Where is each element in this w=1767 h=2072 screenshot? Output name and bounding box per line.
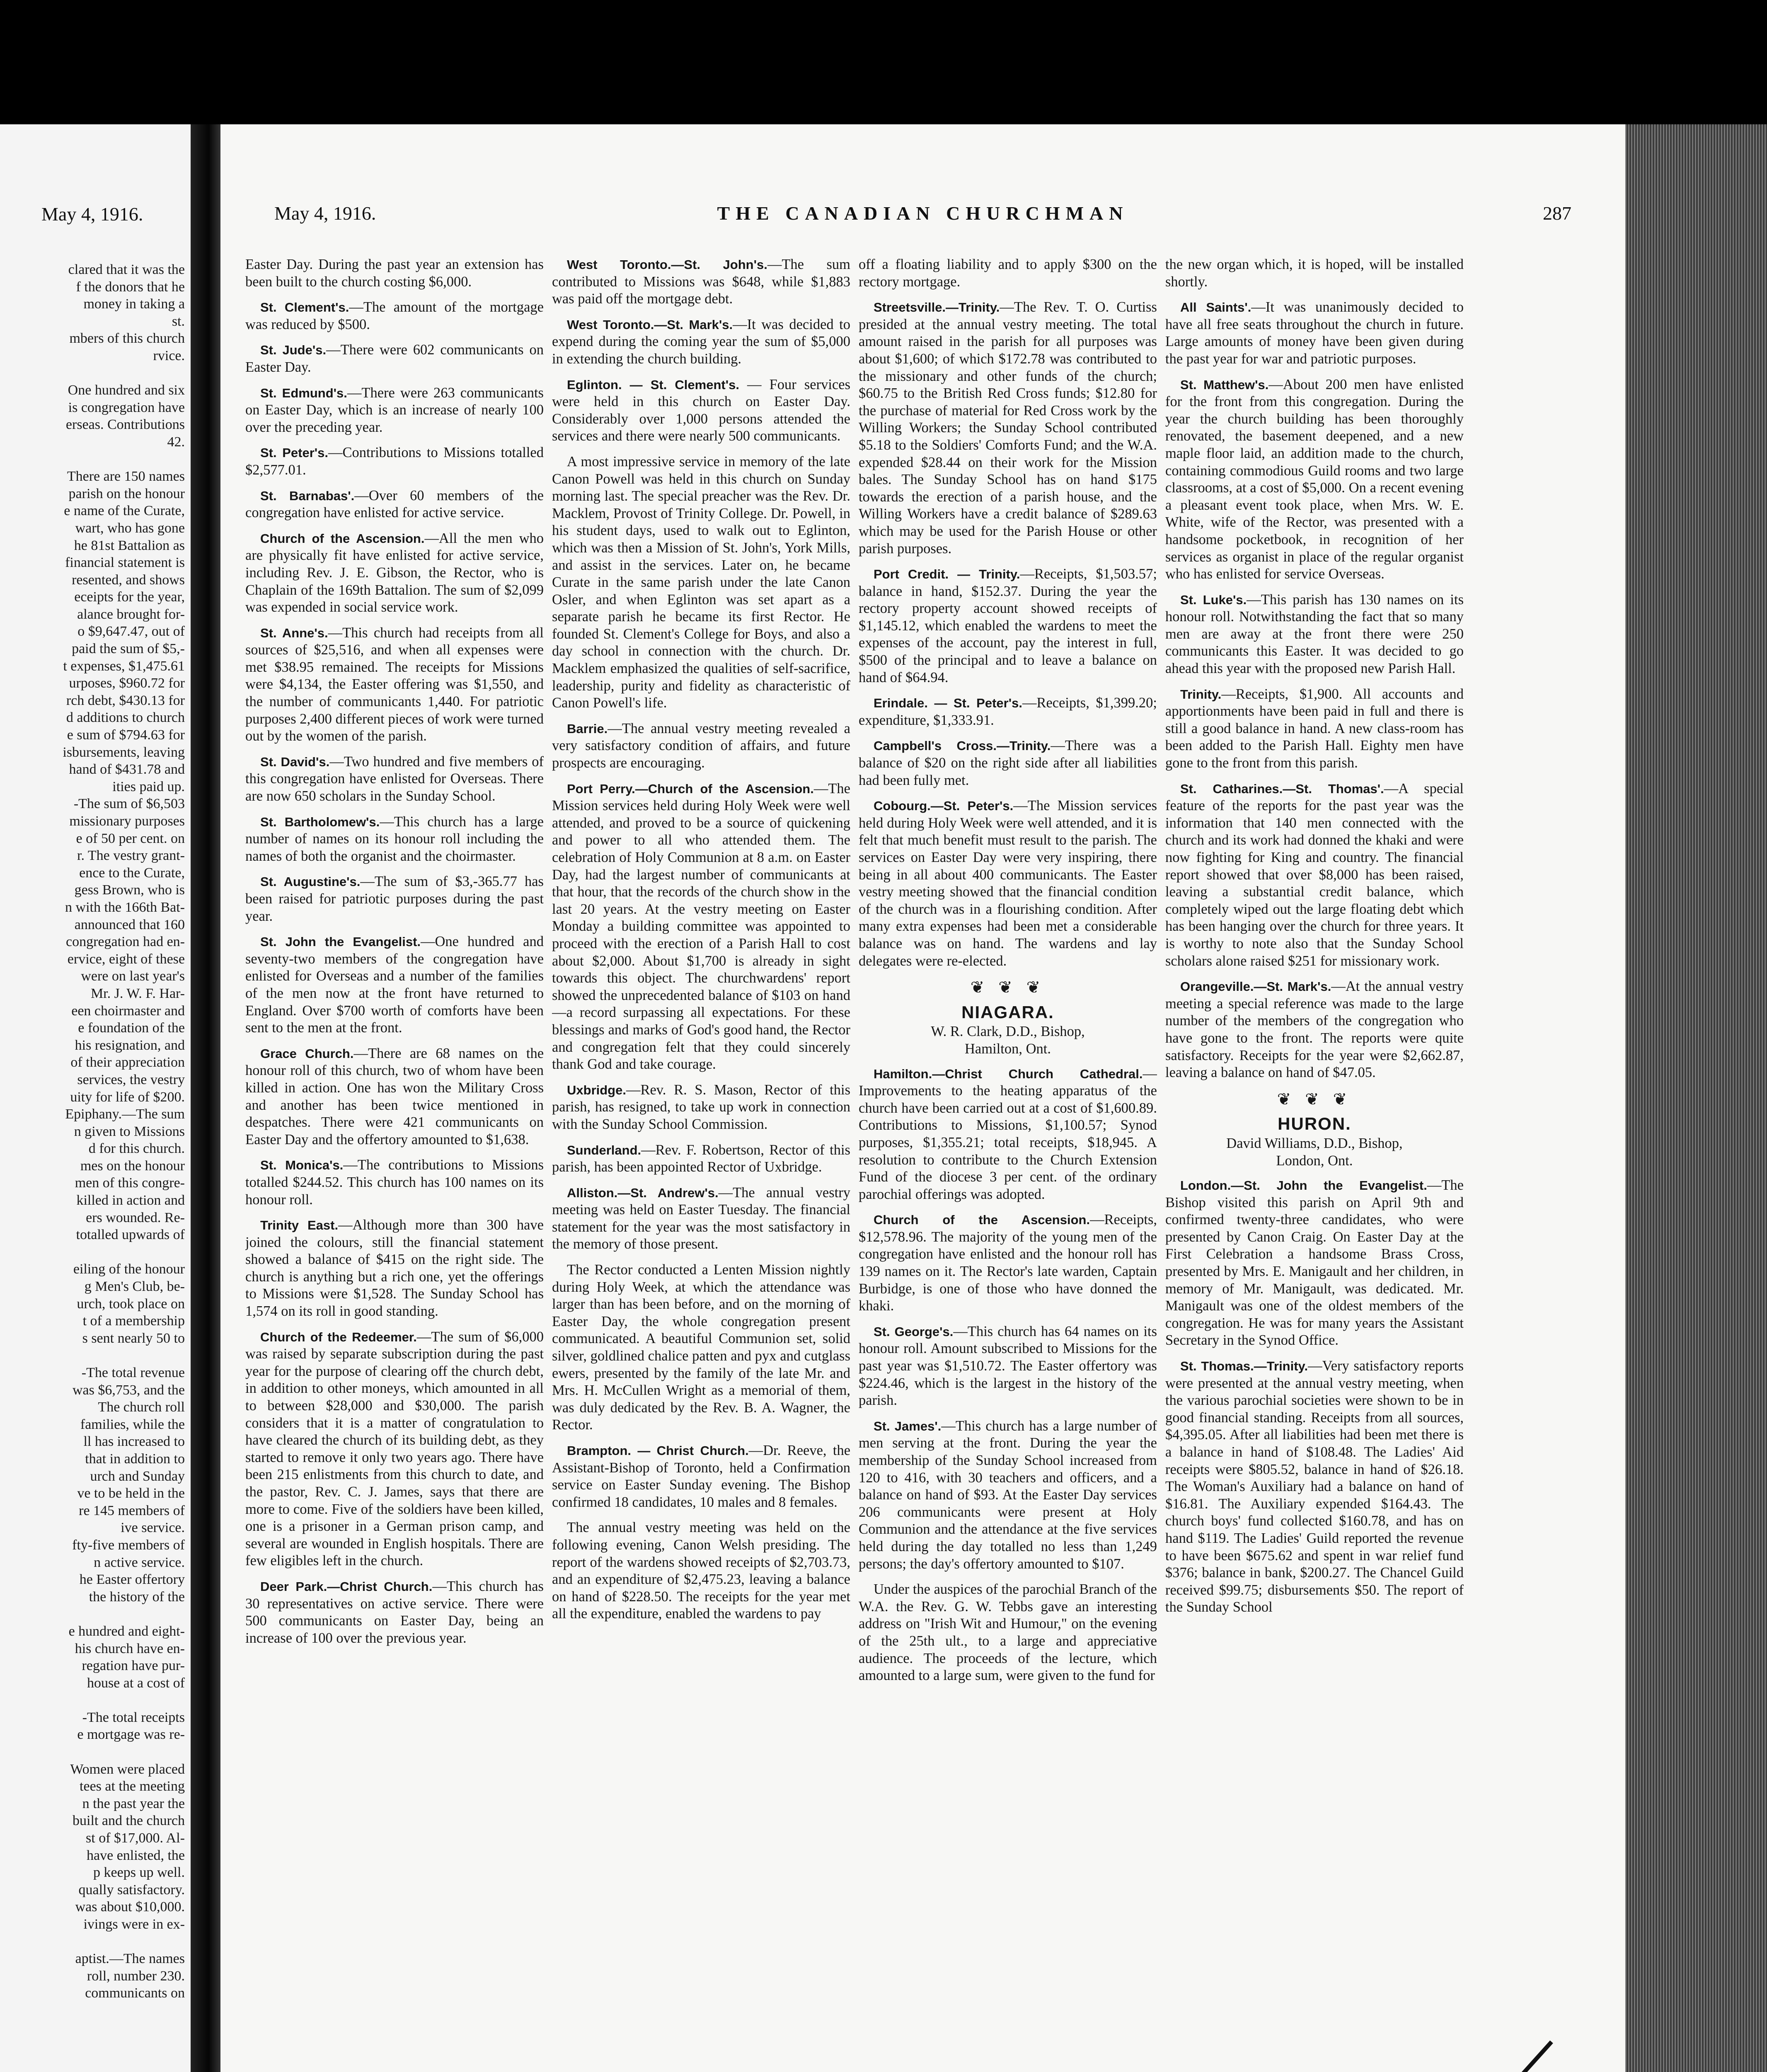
left-fragment-line: erseas. Contributions: [65, 417, 185, 433]
left-fragment-line: tees at the meeting: [80, 1779, 185, 1794]
report-text: A most impressive service in memory of the late Canon Powell was held in this church on Sunday morning last. The special preacher was the Rev. Dr. Macklem, Provost of Trinity College. Dr. Powell, in his student days, used to walk out to Eglinton, which was then a Mission of St. John's, York Mills, and assist in the services. Later on, he became Curate in the same parish under the late Canon Osler, and when Eglinton was set apart as a separate parish he became its first Rector. He founded St. Clement's College for Boys, and also a day school in connection with the church. Dr. Macklem emphasized the qualities of self-sacrifice, leadership, purity and fidelity as characteristic of Canon Powell's life.: [552, 453, 850, 711]
running-header: [220, 202, 1625, 231]
left-fragment-line: isbursements, leaving: [63, 744, 185, 760]
parish-report: [1165, 376, 1464, 583]
left-fragment-line: e foundation of the: [78, 1020, 185, 1036]
left-fragment-line: qually satisfactory.: [78, 1882, 185, 1898]
parish-report: [245, 1045, 544, 1149]
left-fragment-line: clared that it was the: [68, 262, 185, 277]
report-text: —One hundred and seventy-two members of the congregation have enlisted for Overseas and a number of the families of the men now at the front have returned to England. Over $700 worth of comforts have been sent to the men at the front.: [245, 934, 544, 1036]
report-text: —Receipts, $12,578.96. The majority of the young men of the congregation have enlisted and the honour roll has 139 names on it. The Rector's late warden, Captain Burbidge, is one of those who have donned the khaki.: [859, 1212, 1157, 1314]
parish-heading: St. George's.: [874, 1324, 954, 1339]
report-text: —Receipts, $1,900. All accounts and apportionments have been paid in full and there is still a good balance in hand. A new class-room has been added to the Parish Hall. Eighty men have gone to the front from this parish.: [1165, 686, 1464, 771]
report-text: —At the annual vestry meeting a special reference was made to the large number of the members of the congregation who have gone to the front. The reports were quite satisfactory. Receipts for the year were $2,662.87, leaving a balance on hand of $47.05.: [1165, 978, 1464, 1081]
left-fragment-line: [0, 451, 191, 468]
left-fragment-line: uity for life of $200.: [70, 1089, 185, 1105]
left-fragment-line: t of a membership: [82, 1313, 185, 1329]
left-fragment-line: t expenses, $1,475.61: [63, 658, 185, 674]
report-text: —Very satisfactory reports were presented at the annual vestry meeting, when the various parochial societies were shown to be in good financial standing. Receipts from all sources, $4,395.05. After all liabilities had been met there is a balance in hand of $108.48. The Ladies' Aid receipts were $805.52, balance in hand of $26.18. The Woman's Auxiliary had a balance on hand of $16.81. The Auxiliary expended $164.43. The church boys' fund collected $160.78, and has on hand $119. The Ladies' Guild reported the revenue to have been $675.62 and spent in war relief fund $376; balance in bank, $200.27. The Chancel Guild received $99.75; disbursements $50. The report of the Sunday School: [1165, 1358, 1464, 1615]
left-fragment-line: e of 50 per cent. on: [76, 830, 185, 846]
left-fragment-line: his resignation, and: [75, 1037, 185, 1053]
report-text: —The sum contributed to Missions was $648, while $1,883 was paid off the mortgage debt.: [552, 257, 850, 307]
report-text: —A special feature of the reports for the past year was the information that 140 men connected with the church and its work had donned the khaki and were now fighting for King and country. The financial report showed that over $8,000 has been raised, leaving a substantial credit balance, which completely wiped out the large floating debt which has been hanging over the church for three years. It is worthy to note also that the Sunday School scholars alone raised $251 for missionary work.: [1165, 780, 1464, 969]
parish-report: [245, 487, 544, 522]
left-fragment-line: Mr. J. W. F. Har-: [90, 985, 185, 1001]
report-text: The annual vestry meeting was held on the following evening, Canon Welsh presiding. The report of the wardens showed receipts of $2,703.73, and an expenditure of $2,475.23, leaving a balance on hand of $228.50. The receipts for the year met all the expenditure, enabled the wardens to pay: [552, 1520, 850, 1622]
left-fragment-line: ervice, eight of these: [67, 951, 185, 967]
left-fragment-line: There are 150 names: [67, 469, 185, 484]
parish-heading: St. Barnabas'.: [260, 488, 355, 503]
left-fragment-line: missionary purposes: [69, 813, 185, 829]
left-fragment-line: were on last year's: [81, 968, 185, 984]
parish-heading: St. Thomas.—Trinity.: [1180, 1359, 1308, 1374]
parish-report: [859, 1065, 1157, 1203]
left-fragment-line: [0, 1347, 191, 1364]
report-text: —The sum of $6,000 was raised by separate subscription during the past year for the purpose of clearing off the church debt, in addition to other moneys, which amounted in all to between $28,000 and $30,000. The parish considers that it is a matter of congratulation to have cleared the church of its building debt, as they started to remove it only two years ago. There have been 215 enlistments from this church to date, and the pastor, Rev. C. J. James, says that there are more to come. Five of the soldiers have been killed, one is a prisoner in a German prison camp, and several are wounded in English hospitals. There are few eligibles left in the church.: [245, 1329, 544, 1569]
left-fragment-line: e hundred and eight-: [68, 1623, 185, 1639]
parish-report: [245, 625, 544, 745]
parish-report: [859, 737, 1157, 789]
left-fragment-line: [0, 1933, 191, 1951]
report-text: —Over 60 members of the congregation have enlisted for active service.: [245, 487, 544, 521]
left-fragment-line: aptist.—The names: [75, 1951, 185, 1967]
left-fragment-line: mes on the honour: [80, 1158, 185, 1174]
report-text: —Improvements to the heating apparatus of the church have been carried out at a cost of $1,600.89. Contributions to Missions, $1,100.57; Synod purposes, $1,355.21; total receipts, $18,945. A resolution to contribute to the Church Extension Fund of the diocese 3 per cent. of the ordinary parochial offerings was adopted.: [859, 1065, 1157, 1202]
parish-report: [552, 1442, 850, 1511]
bishop-line: David Williams, D.D., Bishop, London, Ont.: [1226, 1135, 1403, 1169]
parish-heading: St. Monica's.: [260, 1158, 344, 1173]
left-fragment-line: the history of the: [89, 1589, 185, 1605]
parish-heading: Church of the Redeemer.: [260, 1329, 417, 1344]
book-gutter: [191, 124, 220, 2072]
report-text: —Two hundred and five members of this congregation have enlisted for Overseas. There are now 650 scholars in the Sunday School.: [245, 753, 544, 804]
parish-heading: St. David's.: [260, 754, 330, 769]
column-2: [552, 256, 850, 2072]
left-page-text: [0, 261, 191, 2002]
parish-heading: Barrie.: [567, 721, 608, 736]
left-fragment-line: urposes, $960.72 for: [69, 675, 185, 691]
left-fragment-line: fty-five members of: [72, 1537, 185, 1553]
left-page-header: May 4, 1916.: [41, 203, 143, 225]
left-fragment-line: he Easter offertory: [79, 1572, 185, 1588]
header-title: THE CANADIAN CHURCHMAN: [717, 203, 1129, 224]
left-fragment-line: n with the 166th Bat-: [65, 899, 185, 915]
report-text: — Four services were held in this church on Easter Day. Considerably over 1,000 persons attended the services and there were nearly 500 communicants.: [552, 376, 850, 444]
parish-report: [245, 256, 544, 290]
report-text: —It was unanimously decided to have all free seats throughout the church in future. Large amounts of money have been given during the past year for war and patriotic purposes.: [1165, 299, 1464, 367]
parish-report: [245, 1157, 544, 1208]
report-text: —Contributions to Missions totalled $2,577.01.: [245, 445, 544, 478]
left-fragment-line: ivings were in ex-: [83, 1917, 185, 1932]
report-text: —There were 602 communicants on Easter Day.: [245, 342, 544, 375]
left-fragment-line: roll, number 230.: [87, 1968, 185, 1984]
parish-report: [245, 444, 544, 479]
parish-report: [859, 1211, 1157, 1315]
left-fragment-line: congregation had en-: [66, 934, 185, 950]
left-fragment-line: [0, 1743, 191, 1761]
parish-report: [245, 385, 544, 436]
parish-heading: St. Anne's.: [260, 625, 328, 640]
left-fragment-line: [0, 1244, 191, 1261]
parish-report: [245, 299, 544, 333]
parish-report: [552, 720, 850, 772]
parish-report: [245, 753, 544, 805]
left-fragment-line: communicants on: [85, 1985, 185, 2001]
left-fragment-line: eceipts for the year,: [74, 589, 185, 605]
left-fragment-line: e name of the Curate,: [64, 503, 185, 519]
report-text: —Receipts, $1,399.20; expenditure, $1,333.91.: [859, 695, 1157, 728]
parish-heading: Trinity East.: [260, 1218, 339, 1233]
left-fragment-line: -The sum of $6,503: [73, 796, 185, 812]
parish-report: [245, 530, 544, 616]
newspaper-page: [220, 124, 1625, 2072]
parish-heading: Eglinton. — St. Clement's.: [567, 377, 739, 392]
report-text: —This church has 30 representatives on active service. There were 500 communicants on Easter Day, being an increase of 100 over the previous year.: [245, 1578, 544, 1646]
report-text: —The amount of the mortgage was reduced by $500.: [245, 299, 544, 332]
left-fragment-line: have enlisted, the: [87, 1847, 185, 1863]
left-fragment-line: ence to the Curate,: [79, 865, 185, 881]
left-fragment-line: n given to Missions: [74, 1123, 185, 1139]
parish-report: [552, 780, 850, 1073]
parish-heading: West Toronto.—St. John's.: [567, 257, 767, 272]
parish-heading: St. Clement's.: [260, 300, 349, 315]
left-page-fragment: [0, 124, 191, 2072]
left-fragment-line: was $6,753, and the: [72, 1382, 185, 1398]
report-text: —The Mission services held during Holy Week were well attended, and proved to be a source of quickening and power to all who attended them. The celebration of Holy Communion at 8 a.m. on Easter Day, had the largest number of communicants at that hour, that the records of the church show in the last 20 years. At the vestry meeting on Easter Monday a building committee was appointed to proceed with the erection of a Parish Hall to cost about $2,000. About $1,700 is already in sight towards this object. The churchwardens' report showed the unprecedented balance of $103 on hand—a record surpassing all expectations. For these blessings and marks of God's good hand, the Rector and congregation felt that they could sincerely thank God and take courage.: [552, 780, 850, 1072]
parish-report: [1165, 1358, 1464, 1616]
left-fragment-line: mbers of this church: [69, 331, 185, 346]
left-fragment-line: gess Brown, who is: [74, 882, 185, 898]
report-text: The Rector conducted a Lenten Mission nightly during Holy Week, at which the attendance was larger than has been before, and on the morning of Easter Day, the whole congregation present communicated. A beautiful Communion set, solid silver, goldlined chalice patten and pyx and cutglass ewers, presented by the family of the late Mr. and Mrs. H. McCullen Wright as a memorial of them, was duly dedicated by the Rev. B. A. Wagner, the Rector.: [552, 1262, 850, 1433]
report-text: —The annual vestry meeting revealed a very satisfactory condition of affairs, and future prospects are encouraging.: [552, 720, 850, 771]
parish-report: [245, 341, 544, 376]
parish-heading: Sunderland.: [567, 1143, 641, 1157]
left-fragment-line: 42.: [167, 434, 185, 450]
report-text: —There were 263 communicants on Easter Day, which is an increase of nearly 100 over the preceding year.: [245, 385, 544, 435]
parish-report: [552, 1261, 850, 1434]
parish-heading: St. Edmund's.: [260, 385, 347, 400]
left-fragment-line: eiling of the honour: [73, 1261, 185, 1277]
left-fragment-line: paid the sum of $5,-: [72, 641, 185, 657]
left-fragment-line: n the past year the: [82, 1796, 185, 1811]
left-fragment-line: urch, took place on: [77, 1296, 185, 1312]
left-fragment-line: parish on the honour: [68, 486, 185, 501]
report-text: Easter Day. During the past year an extension has been built to the church costing $6,000.: [245, 257, 544, 290]
parish-heading: Orangeville.—St. Mark's.: [1180, 979, 1331, 994]
parish-heading: St. Peter's.: [260, 445, 328, 460]
parish-heading: Church of the Ascension.: [874, 1213, 1090, 1227]
left-fragment-line: st of $17,000. Al-: [86, 1830, 185, 1846]
report-text: Under the auspices of the parochial Branch of the W.A. the Rev. G. W. Tebbs gave an interesting address on "Irish Wit and Humour," on the evening of the 25th ult., to a large and appreciative audience. The proceeds of the lecture, which amounted to a large sum, were given to the fund for: [859, 1581, 1157, 1684]
parish-report: [859, 797, 1157, 970]
report-text: —Although more than 300 have joined the colours, still the financial statement showed a balance of $415 on the right side. The church is anything but a rich one, yet the offerings to Missions were $1,528. The Sunday School has 1,574 on its roll in good standing.: [245, 1217, 544, 1319]
left-fragment-line: his church have en-: [75, 1641, 185, 1656]
left-fragment-line: g Men's Club, be-: [84, 1279, 185, 1295]
parish-heading: Cobourg.—St. Peter's.: [874, 799, 1014, 813]
column-4: [1165, 256, 1464, 2072]
report-text: —About 200 men have enlisted for the front from this congregation. During the year the church building has been thoroughly renovated, the basement deepened, and a new maple floor laid, an addition made to the church, containing commodious Guild rooms and two large classrooms, at a cost of $5,000. On a recent evening a pleasant event took place, when Mrs. W. E. White, wife of the Rector, was presented with a handsome pocketbook, in recognition of her services as organist in place of the regular organist who has enlisted for service Overseas.: [1165, 376, 1464, 582]
parish-heading: St. Bartholomew's.: [260, 814, 380, 829]
parish-report: [245, 1578, 544, 1647]
parish-heading: St. Matthew's.: [1180, 377, 1269, 392]
parish-report: [1165, 299, 1464, 368]
parish-heading: Hamilton.—Christ Church Cathedral.: [874, 1066, 1143, 1081]
page-stack-edge: [1625, 124, 1767, 2072]
left-fragment-line: Epiphany.—The sum: [65, 1106, 185, 1122]
left-fragment-line: [0, 1605, 191, 1623]
left-fragment-line: money in taking a: [83, 296, 185, 312]
parish-report: [859, 695, 1157, 729]
left-fragment-line: n active service.: [94, 1554, 185, 1570]
parish-report: [1165, 1177, 1464, 1349]
report-text: —The Rev. T. O. Curtiss presided at the annual vestry meeting. The total amount raised in the parish for all purposes was about $1,600; of which $172.78 was contributed to the missionary and other funds of the church; $60.75 to the British Red Cross funds; $12.80 for the purchase of material for Red Cross work by the Willing Workers; the Sunday School contributed $5.18 to the Soldiers' Comforts Fund; and the W.A. expended $28.44 on their work for the Mission bales. The Sunday School has on hand $175 towards the erection of a parish house, and the Willing Workers have a credit balance of $289.63 which may be used for the Parish House or other parish purposes.: [859, 299, 1157, 557]
report-text: —This church had receipts from all sources of $25,516, and when all expenses were met $38.95 remained. The receipts for Missions were $4,134, the Easter offering was $1,550, and the number of communicants 1,440. For patriotic purposes 2,400 different pieces of work were turned out by the women of the parish.: [245, 625, 544, 744]
diocese-heading: HURON.: [1278, 1114, 1351, 1134]
parish-heading: Uxbridge.: [567, 1082, 626, 1097]
report-text: —The Mission services held during Holy Week were well attended, and it is felt that much benefit must result to the parish. The services on Easter Day were very inspiring, there being in all about 400 communicants. The Easter vestry meeting showed that the financial condition of the church was in a flourishing condition. After many extra expenses had been met a considerable balance was on hand. The wardens and lay delegates were re-elected.: [859, 798, 1157, 969]
left-fragment-line: that in addition to: [85, 1451, 185, 1467]
parish-report: [1165, 780, 1464, 970]
report-text: —This parish has 130 names on its honour roll. Notwithstanding the fact that so many men are away at the front there were 250 communicants this Easter. It was decided to go ahead this year with the proposed new Parish Hall.: [1165, 591, 1464, 677]
left-fragment-line: ive service.: [121, 1520, 185, 1536]
report-text: —There are 68 names on the honour roll of this church, two of whom have been killed in action. One has won the Military Cross and another has been twice mentioned in despatches. There were 421 communicants on Easter Day and the offertory amounted to $1,638.: [245, 1045, 544, 1147]
parish-report: [552, 376, 850, 445]
left-fragment-line: f the donors that he: [76, 279, 185, 295]
report-text: —Dr. Reeve, the Assistant-Bishop of Toronto, held a Confirmation service on Easter Sunday evening. The Bishop confirmed 18 candidates, 10 males and 8 females.: [552, 1443, 850, 1510]
left-fragment-line: e mortgage was re-: [77, 1727, 185, 1743]
parish-report: [552, 256, 850, 308]
parish-heading: Port Credit. — Trinity.: [874, 567, 1020, 582]
left-fragment-line: p keeps up well.: [93, 1865, 185, 1881]
left-fragment-line: regation have pur-: [82, 1658, 185, 1674]
parish-report: [859, 1418, 1157, 1573]
report-text: —The annual vestry meeting was held on Easter Tuesday. The financial statement for the year was the most satisfactory in the memory of those present.: [552, 1184, 850, 1252]
left-fragment-line: alance brought for-: [77, 606, 185, 622]
column-3: [859, 256, 1157, 2072]
left-fragment-line: een choirmaster and: [71, 1003, 185, 1019]
column-1: [245, 256, 544, 2072]
parish-heading: Brampton. — Christ Church.: [567, 1443, 749, 1458]
parish-heading: St. John the Evangelist.: [260, 934, 421, 949]
parish-heading: St. Augustine's.: [260, 874, 361, 889]
left-fragment-line: ll has increased to: [83, 1434, 185, 1450]
left-fragment-line: r. The vestry grant-: [77, 848, 185, 864]
parish-heading: Church of the Ascension.: [260, 531, 425, 546]
left-fragment-line: services, the vestry: [77, 1072, 185, 1087]
left-fragment-line: he 81st Battalion as: [74, 537, 185, 553]
left-fragment-line: financial statement is: [65, 555, 185, 571]
parish-heading: Campbell's Cross.—Trinity.: [874, 738, 1051, 753]
report-text: —There was a balance of $20 on the right side after all liabilities had been fully met.: [859, 738, 1157, 788]
left-fragment-line: rch debt, $430.13 for: [66, 692, 185, 708]
report-text: —All the men who are physically fit have enlisted for active service, including Rev. J. E. Gibson, the Rector, who is Chaplain of the 169th Battalion. The sum of $2,099 was expended in social service work.: [245, 530, 544, 615]
report-text: —This church has 64 names on its honour roll. Amount subscribed to Missions for the past year was $1,510.72. The Easter offertory was $224.46, which is the largest in the history of the parish.: [859, 1323, 1157, 1409]
left-fragment-line: killed in action and: [76, 1193, 185, 1208]
left-fragment-line: ities paid up.: [112, 779, 185, 794]
parish-heading: Grace Church.: [260, 1046, 354, 1061]
parish-report: [552, 1082, 850, 1133]
parish-heading: St. Luke's.: [1180, 592, 1247, 607]
parish-heading: West Toronto.—St. Mark's.: [567, 317, 733, 332]
left-fragment-line: totalled upwards of: [76, 1227, 185, 1243]
left-fragment-line: One hundred and six: [68, 382, 185, 398]
parish-report: [552, 453, 850, 712]
parish-heading: All Saints'.: [1180, 300, 1251, 315]
parish-report: [245, 933, 544, 1037]
parish-report: [1165, 591, 1464, 678]
report-text: —This church has a large number of names on its honour roll including the names of both the organist and the choirmaster.: [245, 813, 544, 864]
left-fragment-line: ers wounded. Re-: [86, 1210, 185, 1225]
left-fragment-line: The church roll: [98, 1399, 185, 1415]
left-fragment-line: wart, who has gone: [75, 520, 185, 536]
left-fragment-line: was about $10,000.: [75, 1899, 185, 1915]
parish-report: [1165, 256, 1464, 290]
left-fragment-line: st.: [172, 313, 185, 329]
header-date: May 4, 1916.: [274, 203, 376, 224]
report-text: —The Bishop visited this parish on April 9th and confirmed twenty-three candidates, who were presented by Canon Craig. On Easter Day at the First Celebration a handsome Brass Cross, presented by Mrs. E. Manigault and her children, in memory of Mr. Manigault, was dedicated. Mr. Manigault was one of the oldest members of the congregation. He was for many years the Assistant Secretary in the Synod Office.: [1165, 1177, 1464, 1348]
parish-report: [859, 256, 1157, 290]
left-fragment-line: [0, 365, 191, 382]
left-fragment-line: families, while the: [80, 1416, 185, 1432]
left-fragment-line: d for this church.: [88, 1141, 185, 1157]
parish-report: [1165, 686, 1464, 772]
report-text: —This church has a large number of men serving at the front. During the year the membership of the Sunday School increased from 120 to 416, with 30 teachers and officers, and a balance on hand of $93. At the Easter Day services 206 communicants were present at Holy Communion and the attendance at the five services held during the day totalled no less than 1,249 persons; the day's offertory amounted to $107.: [859, 1418, 1157, 1572]
parish-report: [859, 299, 1157, 557]
left-fragment-line: urch and Sunday: [90, 1468, 185, 1484]
report-text: —It was decided to expend during the coming year the sum of $5,000 in extending the church building.: [552, 316, 850, 367]
parish-report: [1165, 978, 1464, 1082]
left-fragment-line: house at a cost of: [87, 1675, 185, 1691]
left-fragment-line: resented, and shows: [72, 572, 185, 588]
parish-heading: Port Perry.—Church of the Ascension.: [567, 781, 814, 796]
parish-heading: Deer Park.—Christ Church.: [260, 1579, 433, 1594]
parish-heading: Alliston.—St. Andrew's.: [567, 1185, 719, 1200]
parish-report: [245, 813, 544, 865]
page-number: 287: [1543, 203, 1571, 224]
left-fragment-line: men of this congre-: [75, 1175, 185, 1191]
parish-report: [552, 1519, 850, 1623]
left-fragment-line: is congregation have: [68, 399, 185, 415]
report-text: the new organ which, it is hoped, will be installed shortly.: [1165, 257, 1464, 290]
parish-report: [245, 1217, 544, 1320]
section-ornament: ❦ ❦ ❦: [970, 978, 1046, 997]
parish-report: [552, 1142, 850, 1176]
left-fragment-line: rvice.: [153, 348, 185, 363]
left-fragment-line: ve to be held in the: [77, 1486, 185, 1501]
report-text: —Rev. F. Robertson, Rector of this parish, has been appointed Rector of Uxbridge.: [552, 1142, 850, 1175]
left-fragment-line: hand of $431.78 and: [69, 762, 185, 777]
parish-report: [859, 566, 1157, 686]
left-fragment-line: s sent nearly 50 to: [82, 1330, 185, 1346]
left-fragment-line: -The total revenue: [81, 1365, 185, 1380]
report-text: —The sum of $3,-365.77 has been raised for patriotic purposes during the past year.: [245, 874, 544, 924]
left-fragment-line: announced that 160: [74, 917, 185, 932]
parish-heading: Trinity.: [1180, 687, 1222, 702]
parish-report: [552, 1184, 850, 1253]
parish-heading: London.—St. John the Evangelist.: [1180, 1178, 1427, 1193]
report-text: —Rev. R. S. Mason, Rector of this parish, has resigned, to take up work in connection with the Sunday School Commission.: [552, 1082, 850, 1132]
parish-heading: St. James'.: [874, 1418, 942, 1433]
left-fragment-line: o $9,647.47, out of: [77, 624, 185, 639]
parish-report: [245, 873, 544, 925]
left-fragment-line: [0, 1692, 191, 1709]
bishop-line: W. R. Clark, D.D., Bishop, Hamilton, Ont.: [931, 1024, 1085, 1057]
parish-report: [859, 1581, 1157, 1685]
parish-report: [552, 316, 850, 368]
left-fragment-line: d additions to church: [66, 710, 185, 726]
parish-heading: St. Catharines.—St. Thomas'.: [1180, 781, 1384, 796]
left-fragment-line: re 145 members of: [79, 1503, 185, 1518]
report-text: off a floating liability and to apply $300 on the rectory mortgage.: [859, 257, 1157, 290]
parish-report: [245, 1329, 544, 1570]
parish-heading: Erindale. — St. Peter's.: [874, 696, 1022, 711]
diocese-heading: NIAGARA.: [961, 1002, 1054, 1022]
left-fragment-line: e sum of $794.63 for: [67, 727, 185, 743]
left-fragment-line: -The total receipts: [82, 1709, 185, 1725]
report-text: —The contributions to Missions totalled $244.52. This church has 100 names on its honour roll.: [245, 1157, 544, 1208]
parish-heading: Streetsville.—Trinity.: [874, 300, 1000, 315]
section-ornament: ❦ ❦ ❦: [1277, 1089, 1352, 1109]
parish-heading: St. Jude's.: [260, 343, 327, 358]
left-fragment-line: built and the church: [73, 1813, 185, 1829]
report-text: —Receipts, $1,503.57; balance in hand, $152.37. During the year the rectory property account showed receipts of $1,145.12, which enabled the wardens to meet the expenses of the account, pay the interest in full, $500 of the principal and to leave a balance on hand of $64.94.: [859, 566, 1157, 685]
left-fragment-line: of their appreciation: [70, 1055, 185, 1070]
left-fragment-line: Women were placed: [70, 1761, 185, 1777]
parish-report: [859, 1323, 1157, 1409]
